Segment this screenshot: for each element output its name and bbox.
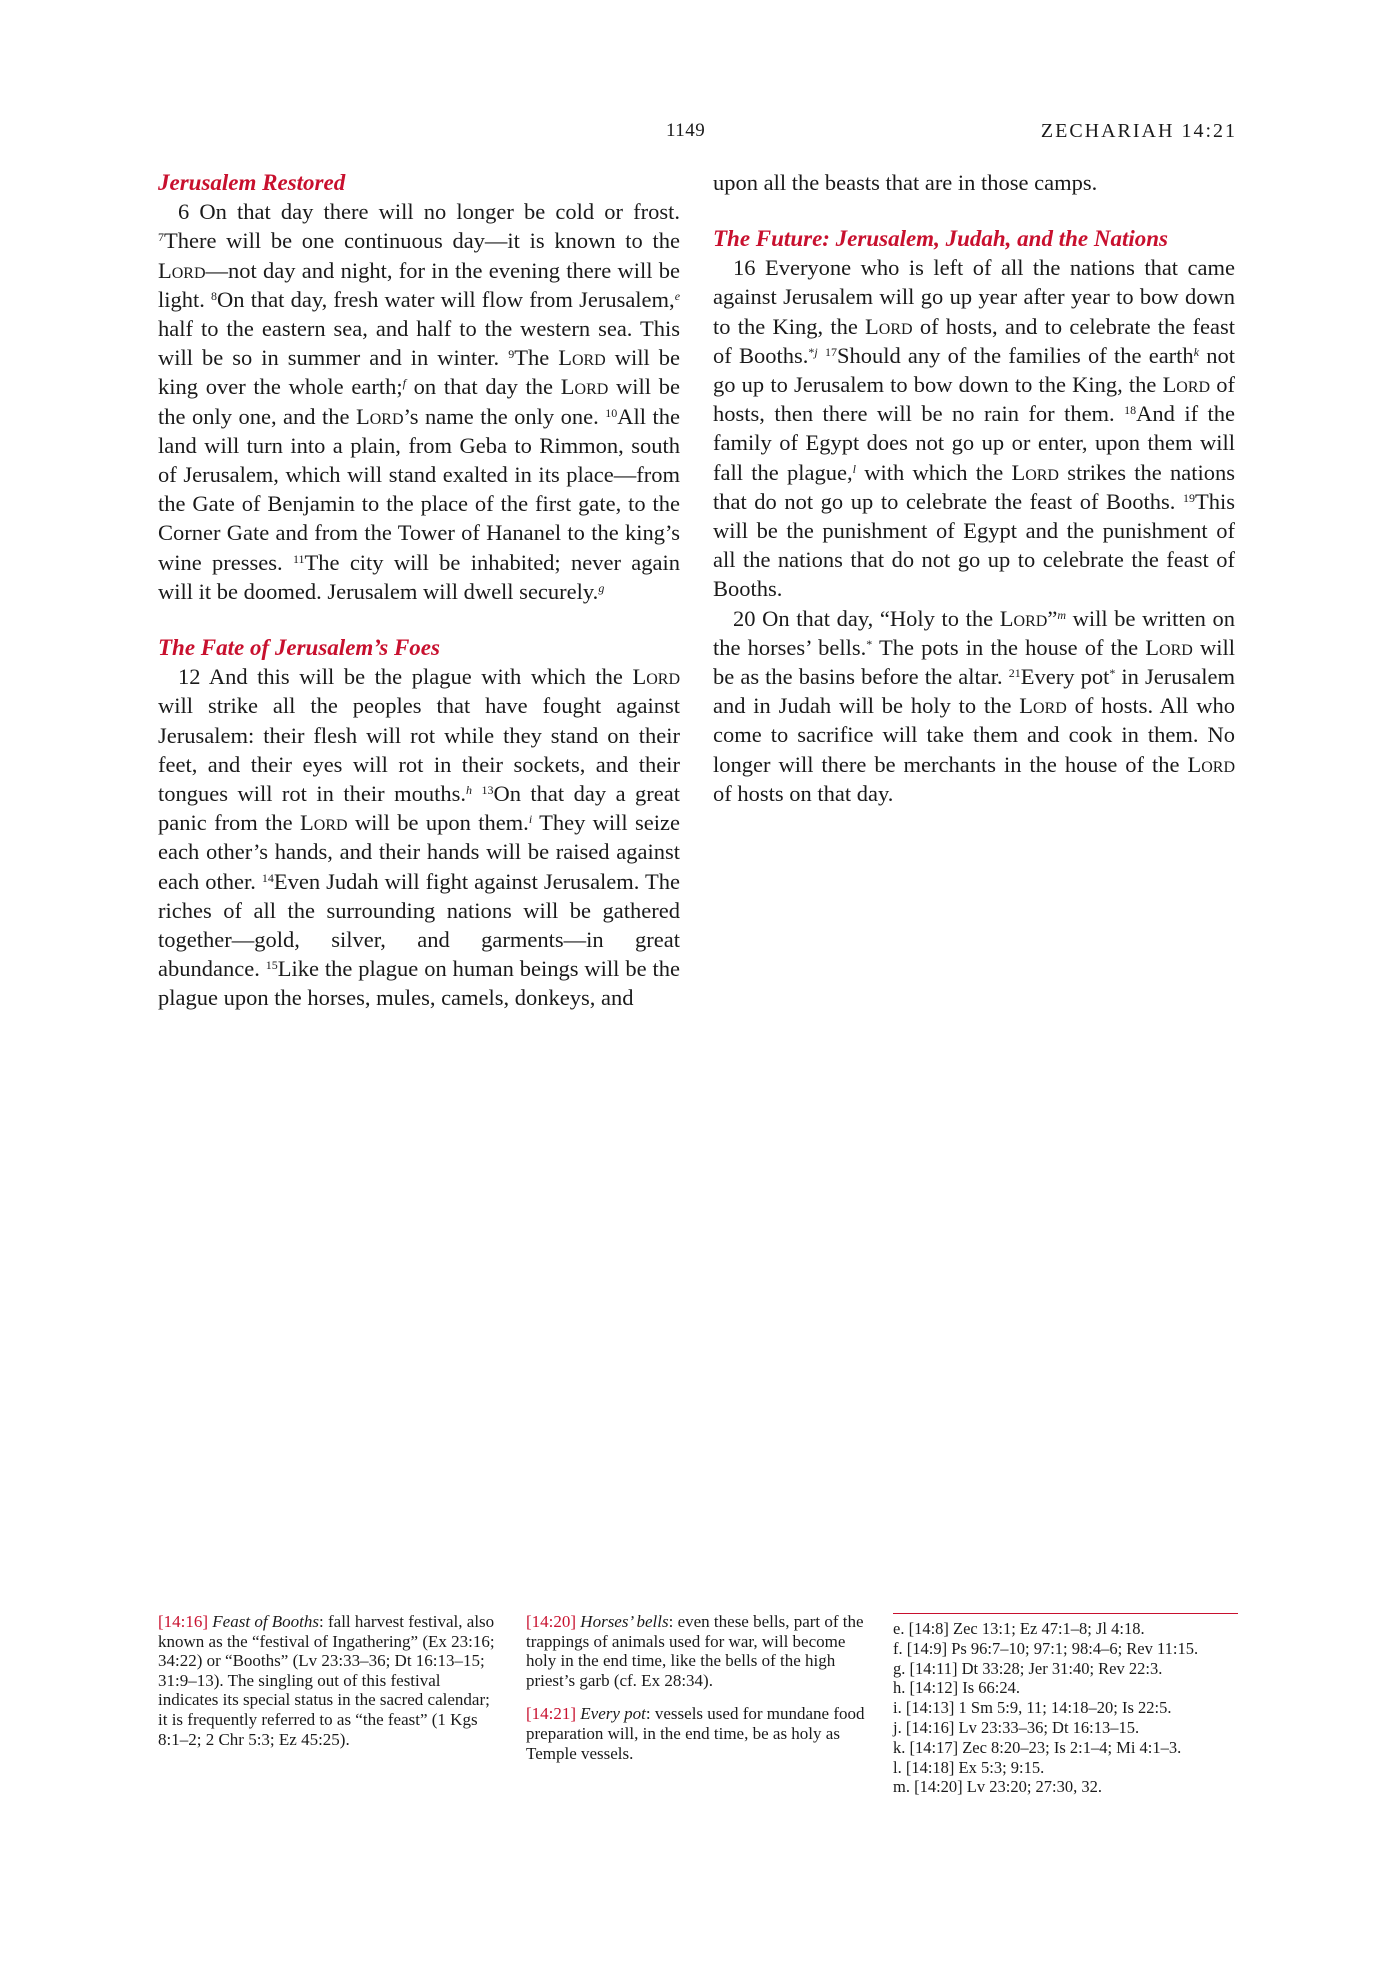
verse-text: All the land will turn into a plain, from Geba to Rimmon, south of Jerusalem, which will stand exalted in its place—from the Gate of Benjamin to the place of the first gate, to the Corner Gate and from the Tower of Hananel to the king’s wine presses. [158, 403, 680, 575]
cross-ref-m[interactable]: m. [14:20] Lv 23:20; 27:30, 32. [893, 1777, 1102, 1797]
cross-ref-h[interactable]: h. [14:12] Is 66:24. [893, 1678, 1020, 1698]
cross-references [893, 1613, 1238, 1797]
divine-name: Lord [1019, 693, 1067, 719]
note-term: Horses’ bells [580, 1612, 669, 1631]
verse-text: The city will be inhabited; never again will it be doomed. Jerusalem will dwell securely. [158, 549, 680, 604]
section-heading-future: The Future: Jerusalem, Judah, and the Nations [713, 226, 1168, 251]
footnote-marker[interactable]: g [598, 580, 605, 595]
verse-text: 16 Everyone who is left of all the nations that came against Jerusalem will go up year after year to bow down to the King, the [713, 255, 1235, 339]
page-number: 1149 [666, 120, 706, 141]
verse-number: 11 [292, 551, 305, 566]
footnote-marker[interactable]: h [465, 783, 472, 798]
divine-name: Lord [558, 345, 606, 371]
paragraph-verses-16-19 [713, 253, 1235, 603]
verse-number: 17 [824, 344, 837, 359]
footnote-marker[interactable]: i [528, 812, 533, 827]
verse-text: upon all the beasts that are in those camps. [713, 170, 1098, 195]
note-marker[interactable]: * [808, 344, 815, 359]
verse-number: 10 [605, 405, 618, 420]
footnote-marker[interactable]: e [674, 288, 681, 303]
page-header [0, 120, 1387, 150]
footnote-marker[interactable]: l [852, 461, 856, 476]
divine-name: Lord [632, 664, 680, 690]
verse-text: —not day and night, for in the evening there will be light. [158, 257, 680, 312]
footnote-marker[interactable]: f [402, 376, 406, 391]
verse-text: And if the family of Egypt does not go up or enter, upon them will fall the plague, [713, 401, 1236, 485]
note-text: : vessels used for mundane food preparation will, in the end time, be as holy as Temple vessels. [526, 1704, 865, 1763]
note-marker[interactable]: * [1109, 666, 1116, 681]
note-text: : even these bells, part of the trappings of animals used for war, will become holy in the end time, like the bells of the high priest’s garb (cf. Ex 28:34). [526, 1612, 864, 1690]
right-column-continuation [713, 168, 1235, 197]
cross-ref-i[interactable]: i. [14:13] 1 Sm 5:9, 11; 14:18–20; Is 22:5. [893, 1698, 1172, 1718]
cross-ref-j[interactable]: j. [14:16] Lv 23:33–36; Dt 16:13–15. [893, 1717, 1140, 1737]
verse-number: 14 [261, 870, 274, 885]
verse-text: The [514, 345, 559, 371]
section-heading-fate-of-foes: The Fate of Jerusalem’s Foes [158, 635, 440, 661]
divine-name: Lord [1145, 634, 1193, 660]
note-14-16 [158, 1612, 503, 1749]
verse-text: will be king over the whole earth; [158, 345, 680, 400]
verse-text: 6 On that day there will no longer be cold or frost. [178, 199, 680, 225]
verse-text: strikes the nations that do not go up to celebrate the feast of Booths. [713, 459, 1235, 514]
section-heading-jerusalem-restored: Jerusalem Restored [158, 170, 346, 195]
note-text: : fall harvest festival, also known as the “festival of Ingathering” (Ex 23:16; 34:22) or “Booths” (Lv 23:33–36; Dt 16:13–15; 31:9–13). The singling out of this festival indicates its special status in the sacred calendar; it is frequently referred to as “the feast” (1 Kgs 8:1–2; 2 Chr 5:3; Ez 45:25). [158, 1612, 495, 1749]
verse-text: will be upon them. [347, 810, 529, 836]
verse-number: 15 [265, 958, 278, 973]
note-marker[interactable]: * [866, 636, 873, 651]
verse-text: of hosts on that day. [713, 780, 894, 806]
verse-text: The pots in the house of the [872, 634, 1146, 660]
paragraph-verses-14-15-continued [713, 168, 1235, 197]
verse-text: will be written on the horses’ bells. [713, 605, 1235, 660]
verse-text [818, 343, 825, 368]
note-14-20 [526, 1612, 871, 1690]
right-text-column [713, 224, 1235, 808]
verse-text: Should any of the families of the earth [836, 342, 1194, 368]
divine-name: Lord [300, 810, 348, 836]
verse-number: 19 [1182, 490, 1195, 505]
verse-text: Every pot [1020, 664, 1110, 690]
verse-text: will be as the basins before the altar. [713, 634, 1235, 690]
divine-name: Lord [355, 403, 404, 429]
paragraph-verses-6-11 [158, 197, 680, 606]
verse-text: in Jerusalem and in Judah will be holy to the [713, 664, 1236, 719]
verse-number: 18 [1124, 403, 1137, 418]
divine-name: Lord [1187, 751, 1235, 777]
verse-number: 9 [508, 347, 515, 362]
verse-number: 21 [1008, 666, 1021, 681]
cross-ref-f[interactable]: f. [14:9] Ps 96:7–10; 97:1; 98:4–6; Rev 11:15. [893, 1638, 1199, 1658]
verse-text: This will be the punishment of Egypt and the punishment of all the nations that do not go up to celebrate the feast of Booths. [713, 488, 1235, 602]
verse-text: of hosts, and to celebrate the feast of Booths. [713, 313, 1235, 368]
cross-ref-g[interactable]: g. [14:11] Dt 33:28; Jer 31:40; Rev 22:3. [893, 1658, 1163, 1678]
note-14-21 [526, 1704, 871, 1763]
verse-text: Like the plague on human beings will be the plague upon the horses, mules, camels, donkeys, and [158, 956, 680, 1011]
verse-text: on that day the [405, 374, 561, 400]
divine-name: Lord [999, 605, 1048, 631]
verse-text: will strike all the peoples that have fought against Jerusalem: their flesh will rot while they stand on their feet, and their eyes will rot in their sockets, and their tongues will rot in their mouths. [158, 693, 680, 807]
explanatory-notes-middle [526, 1612, 871, 1777]
verse-text: 12 And this will be the plague with which the [178, 664, 633, 690]
paragraph-verses-12-15 [158, 662, 680, 1012]
verse-text: of hosts, then there will be no rain for them. [713, 372, 1235, 427]
footnote-marker[interactable]: m [1057, 607, 1066, 622]
note-reference[interactable]: [14:20] [526, 1612, 577, 1631]
divine-name: Lord [1011, 459, 1059, 485]
cross-ref-e[interactable]: e. [14:8] Zec 13:1; Ez 47:1–8; Jl 4:18. [893, 1619, 1145, 1638]
note-reference[interactable]: [14:21] [526, 1704, 577, 1724]
verse-text: ’s name the only one. [403, 403, 606, 429]
verse-text: 20 On that day, “Holy to the [733, 605, 1000, 631]
verse-number: 8 [211, 288, 218, 303]
note-reference[interactable]: [14:16] [158, 1612, 209, 1631]
footnote-marker[interactable]: j [814, 344, 818, 359]
left-text-column [158, 168, 680, 1013]
verse-number: 13 [481, 783, 494, 798]
verse-text: of hosts. All who come to sacrifice will take them and cook in them. No longer will there be merchants in the house of the [713, 693, 1236, 777]
cross-ref-l[interactable]: l. [14:18] Ex 5:3; 9:15. [893, 1757, 1045, 1777]
cross-ref-k[interactable]: k. [14:17] Zec 8:20–23; Is 2:1–4; Mi 4:1–3. [893, 1737, 1182, 1757]
verse-text: Even Judah will fight against Jerusalem. The riches of all the surrounding nations will be gathered together—gold, silver, and garments—in great abundance. [158, 868, 680, 982]
verse-text: half to the eastern sea, and half to the western sea. This will be so in summer and in winter. [158, 316, 680, 371]
verse-text: with which the [855, 459, 1012, 485]
divine-name: Lord [560, 374, 609, 400]
divine-name: Lord [865, 313, 913, 339]
footnote-marker[interactable]: k [1193, 344, 1200, 359]
verse-text: On that day, fresh water will flow from Jerusalem, [217, 286, 675, 312]
running-head: ZECHARIAH 14:21 [1040, 120, 1237, 142]
verse-text: will be the only one, and the [158, 374, 680, 429]
explanatory-notes-left [158, 1612, 503, 1763]
note-term: Every pot [580, 1704, 646, 1724]
verse-text: There will be one continuous day—it is known to the [164, 228, 680, 254]
verse-text: On that day a great panic from the [158, 781, 681, 836]
note-term: Feast of Booths [212, 1612, 320, 1631]
verse-text: They will seize each other’s hands, and their hands will be raised against each other. [158, 810, 681, 894]
divine-name: Lord [1162, 372, 1211, 398]
verse-text: ” [1047, 605, 1058, 631]
divine-name: Lord [158, 257, 206, 283]
paragraph-verses-20-21 [713, 604, 1235, 808]
verse-number: 7 [158, 230, 164, 245]
verse-text: not go up to Jerusalem to bow down to the King, the [713, 342, 1235, 398]
